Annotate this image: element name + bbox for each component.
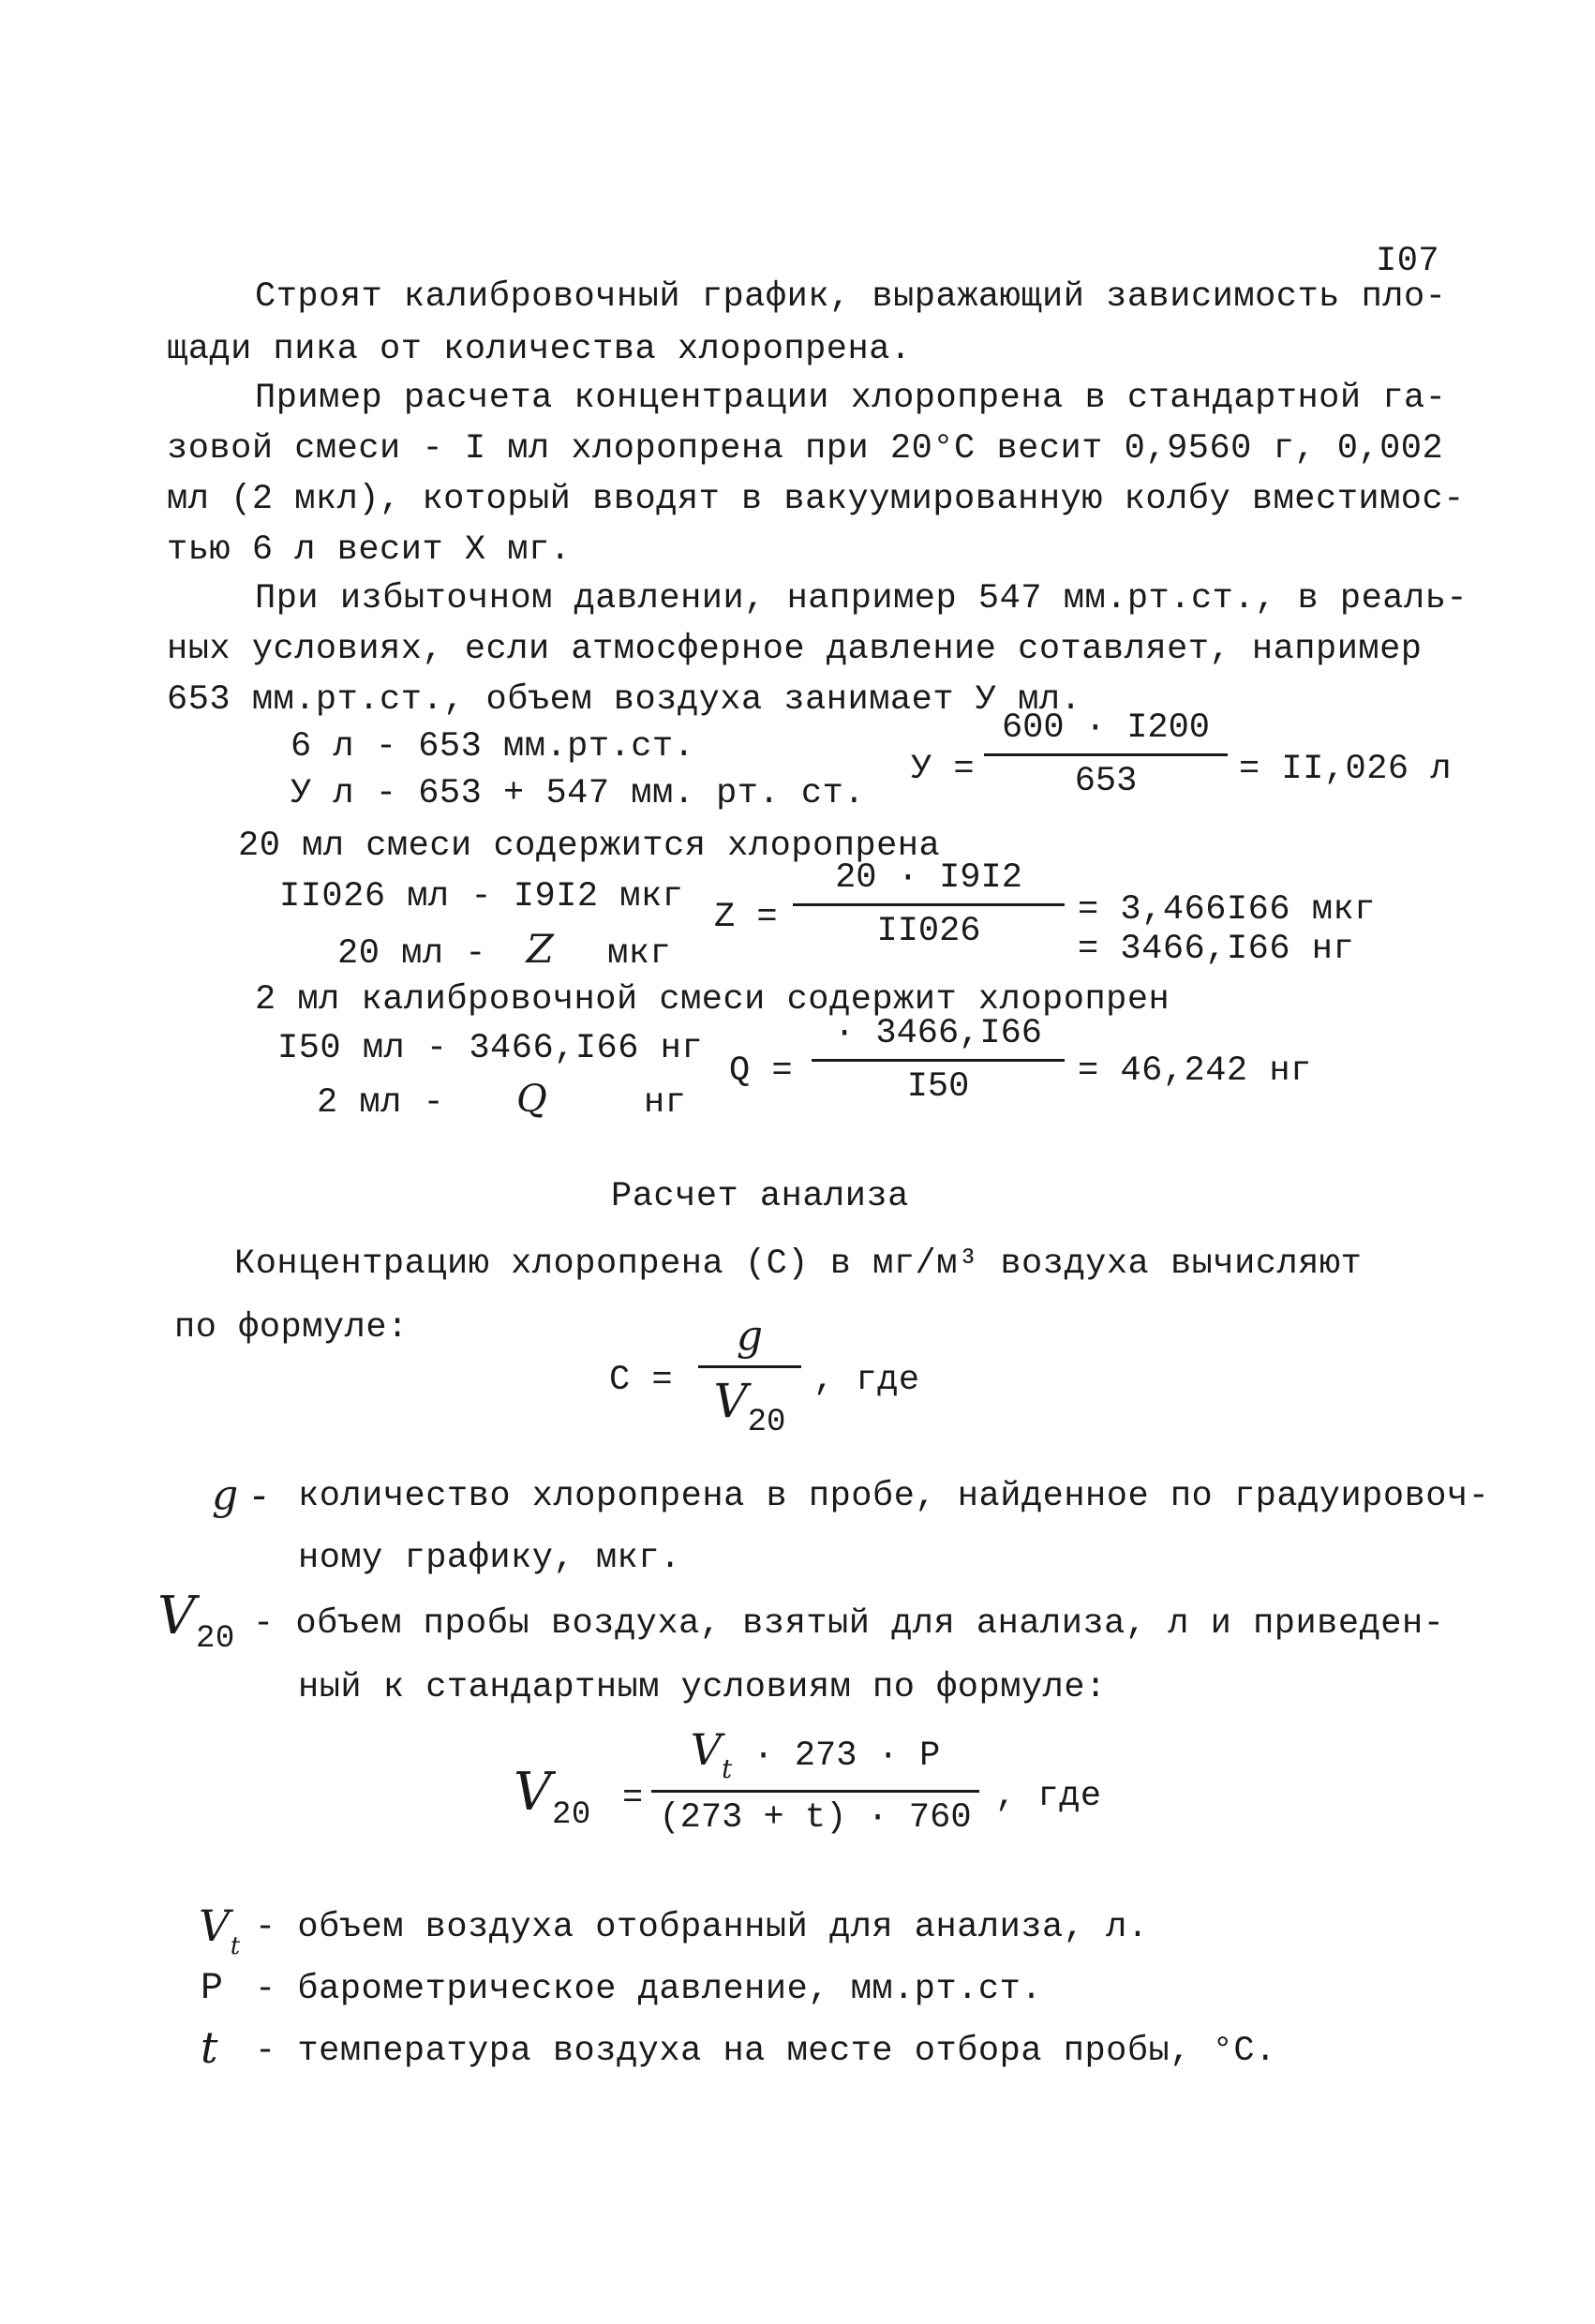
def-v20-sub: 20 [195,1621,235,1657]
calc3-row-2-variable: Q [515,1078,548,1121]
calc1-numerator: 600 · I200 [1001,708,1211,748]
calc2-result-2: = 3466,I66 нг [1078,930,1355,969]
example-line-4: тью 6 л весит Х мг. [167,530,572,570]
def-g-symbol: g - [212,1471,267,1519]
example-line-1: Пример расчета концентрации хлоропрена в стандартной га- [255,379,1447,418]
v20-formula-lhs-v: V [514,1762,552,1823]
def-v20-line-2: ный к стандартным условиям по формуле: [298,1668,1107,1707]
calc1-row-2: У л - 653 + 547 мм. рт. ст. [291,774,865,813]
calc2-row-1: II026 мл - I9I2 мкг [279,877,684,916]
intro-line-1: Строят калибровочный график, выражающий зависимость пло- [255,277,1447,317]
calc3-result: = 46,242 нг [1078,1051,1312,1091]
calc2-fraction-bar [793,903,1065,906]
calc3-denominator: I50 [906,1067,970,1107]
concentration-formula-bar [698,1365,801,1368]
concentration-formula-den-v: V [713,1374,748,1428]
v20-formula-num-v: V [690,1724,722,1775]
calc3-fraction [812,1014,1065,1107]
calc3-fraction-bar [812,1059,1065,1062]
analysis-line-1: Концентрацию хлоропрена (С) в мг/м³ воздуха вычисляют [234,1244,1363,1284]
calc3-row-2-text: 2 мл - [317,1083,445,1123]
calc1-fraction [984,708,1228,801]
calc1-result: = II,026 л [1239,750,1453,789]
legend-vt-text: - объем воздуха отобранный для анализа, л. [255,1908,1149,1947]
calc3-heading: 2 мл калибровочной смеси содержит хлоропрен [255,980,1170,1020]
legend-p-symbol: Р [201,1968,224,2010]
calc2-lhs: Z = [714,898,779,937]
v20-formula-tail: , где [995,1777,1102,1816]
v20-formula-fraction [647,1724,984,1838]
def-v20-v: V [157,1586,196,1646]
legend-p-text: - барометрическое давление, мм.рт.ст. [255,1970,1043,2009]
def-g-line-1: количество хлоропрена в пробе, найденное по градуировоч- [298,1477,1490,1516]
calc2-result-1: = 3,466I66 мкг [1078,890,1376,930]
page-number: I07 [1376,242,1440,281]
legend-vt-v: V [199,1900,231,1951]
legend-vt-sub: t [230,1932,241,1960]
calc2-row-2-unit: мкг [607,934,672,974]
concentration-formula-denominator [714,1374,786,1440]
calc1-denominator: 653 [1074,762,1138,801]
example-line-2: зовой смеси - I мл хлоропрена при 20°С весит 0,9560 г, 0,002 [167,429,1444,469]
def-g-line-2: ному графику, мкг. [298,1539,681,1578]
calc2-row-2-variable: Z [526,926,555,972]
calc1-row-1: 6 л - 653 мм.рт.ст. [291,727,695,767]
analysis-line-2: по формуле: [174,1308,409,1348]
calc1-fraction-bar [984,753,1228,756]
calc3-lhs: Q = [729,1051,794,1091]
v20-formula-lhs-sub: 20 [551,1797,591,1833]
pressure-line-2: ных условиях, если атмосферное давление сотавляет, например [167,630,1423,669]
intro-line-2: щади пика от количества хлоропрена. [167,330,912,369]
calc1-lhs: У = [911,750,976,789]
calc2-row-2-text: 20 мл - [337,934,486,974]
concentration-formula-den-sub: 20 [747,1405,786,1440]
calc3-row-2 [317,1078,686,1123]
v20-formula-numerator [691,1724,941,1784]
concentration-formula-tail: , где [813,1361,920,1400]
example-line-3: мл (2 мкл), который вводят в вакуумированную колбу вместимос- [167,480,1465,519]
pressure-line-3: 653 мм.рт.ст., объем воздуха занимает У мл. [167,680,1082,720]
concentration-formula-fraction [693,1312,806,1440]
calc2-denominator: II026 [876,912,981,951]
calc3-row-2-unit: нг [643,1083,687,1123]
calc2-numerator: 20 · I9I2 [835,858,1022,898]
calc2-row-2 [337,926,671,974]
v20-formula-num-sub: t [721,1753,733,1784]
v20-formula-num-rest: · 273 · P [753,1736,941,1776]
v20-formula-lhs [514,1762,591,1833]
def-v20-line-1: - объем пробы воздуха, взятый для анализа, л и приведен- [253,1604,1445,1644]
concentration-formula-numerator: g [736,1312,764,1360]
analysis-title: Расчет анализа [611,1177,909,1216]
calc2-fraction [793,858,1065,951]
pressure-line-1: При избыточном давлении, например 547 мм.рт.ст., в реаль- [255,579,1468,618]
def-v20-symbol [157,1586,235,1657]
legend-vt-symbol [199,1900,241,1960]
calc3-numerator: · 3466,I66 [833,1014,1043,1053]
calc3-row-1: I50 мл - 3466,I66 нг [277,1029,704,1068]
v20-formula-equals: = [622,1779,644,1818]
v20-formula-denominator: (273 + t) · 760 [659,1798,972,1838]
concentration-formula-lhs: С = [609,1361,674,1400]
legend-t-symbol: t [201,2022,218,2073]
calc2-heading: 20 мл смеси содержится хлоропрена [238,827,941,866]
legend-t-text: - температура воздуха на месте отбора пробы, °С. [255,2032,1276,2071]
v20-formula-bar [651,1790,979,1793]
